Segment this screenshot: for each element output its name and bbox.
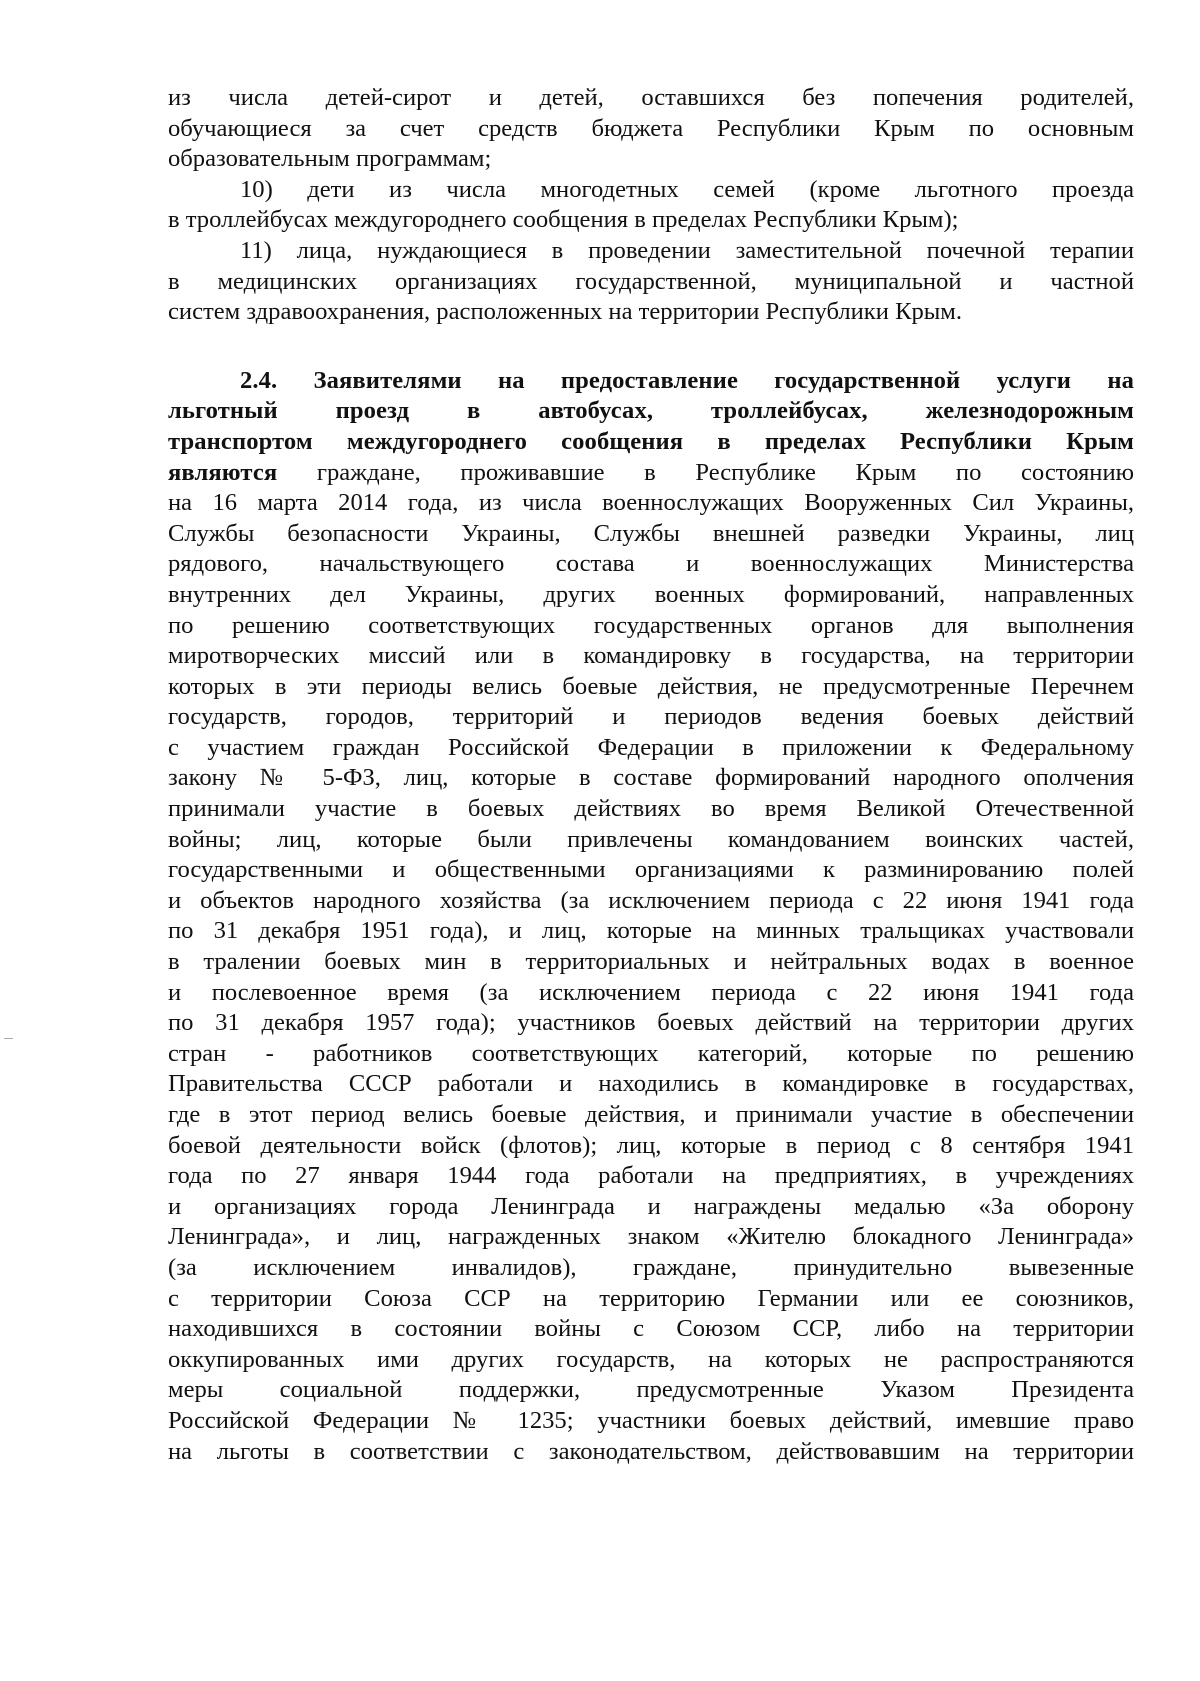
text-line: 11) лица, нуждающиеся в проведении заместительной почечной терапии	[240, 236, 1134, 264]
text-line: в медицинских организациях государственной, муниципальной и частной	[168, 267, 1134, 295]
text-line: 10) дети из числа многодетных семей (кроме льготного проезда	[240, 175, 1134, 203]
text-line: по решению соответствующих государственных органов для выполнения	[168, 611, 1134, 639]
paragraph-spacer	[168, 328, 1134, 366]
text-line: войны; лиц, которые были привлечены командованием воинских частей,	[168, 825, 1134, 853]
text-line: рядового, начальствующего состава и военнослужащих Министерства	[168, 550, 1134, 578]
text-line: по 31 декабря 1951 года), и лиц, которые на минных тральщиках участвовали	[168, 917, 1134, 945]
list-item-11	[168, 236, 1134, 328]
text-line: обучающиеся за счет средств бюджета Республики Крым по основным	[168, 114, 1134, 142]
text-line: оккупированных ими других государств, на которых не распространяются	[168, 1345, 1134, 1373]
text-line: Российской Федерации № 1235; участники боевых действий, имевшие право	[168, 1406, 1134, 1434]
text-line: и объектов народного хозяйства (за исключением периода с 22 июня 1941 года	[168, 886, 1134, 914]
text-line: находившихся в состоянии войны с Союзом ССР, либо на территории	[168, 1315, 1134, 1343]
text-line: меры социальной поддержки, предусмотренные Указом Президента	[168, 1376, 1134, 1404]
text-line: Службы безопасности Украины, Службы внешней разведки Украины, лиц	[168, 519, 1134, 547]
text-line: из числа детей-сирот и детей, оставшихся без попечения родителей,	[168, 84, 1134, 111]
text-line: государственными и общественными организациями к разминированию полей	[168, 856, 1134, 884]
text-line: (за исключением инвалидов), граждане, принудительно вывезенные	[168, 1253, 1134, 1281]
text-line: принимали участие в боевых действиях во время Великой Отечественной	[168, 795, 1134, 823]
text-line: миротворческих миссий или в командировку в государства, на территории	[168, 642, 1134, 670]
section-heading-line	[168, 396, 1134, 427]
document-page	[168, 83, 1134, 1467]
text-line: закону № 5-ФЗ, лиц, которые в составе формирований народного ополчения	[168, 764, 1134, 792]
text-line: и организациях города Ленинграда и награждены медалью «За оборону	[168, 1192, 1134, 1220]
text-line: Правительства СССР работали и находились в командировке в государствах,	[168, 1070, 1134, 1098]
text-line: государств, городов, территорий и периодов ведения боевых действий	[168, 703, 1134, 731]
text-line: на 16 марта 2014 года, из числа военнослужащих Вооруженных Сил Украины,	[168, 489, 1134, 517]
section-heading-line	[168, 366, 1134, 397]
text-line: в тралении боевых мин в территориальных и нейтральных водах в военное	[168, 948, 1134, 976]
text-line: и послевоенное время (за исключением периода с 22 июня 1941 года	[168, 978, 1134, 1006]
text-line: стран - работников соответствующих категорий, которые по решению	[168, 1039, 1134, 1067]
text-line: боевой деятельности войск (флотов); лиц, которые в период с 8 сентября 1941	[168, 1131, 1134, 1159]
text-line: внутренних дел Украины, других военных формирований, направленных	[168, 580, 1134, 608]
bold-text: являются	[168, 458, 278, 486]
section-2-4	[168, 366, 1134, 1467]
regular-text: граждане, проживавшие в Республике Крым по состоянию	[277, 458, 1134, 486]
text-line: с участием граждан Российской Федерации в приложении к Федеральному	[168, 733, 1134, 761]
bold-text: льготный проезд в автобусах, троллейбусах, железнодорожным	[168, 397, 1134, 425]
text-line: образовательным программам;	[168, 145, 492, 173]
text-line: которых в эти периоды велись боевые действия, не предусмотренные Перечнем	[168, 672, 1134, 700]
paragraph-orphans-continuation	[168, 83, 1134, 175]
text-line: где в этот период велись боевые действия, и принимали участие в обеспечении	[168, 1101, 1134, 1128]
section-heading-line	[168, 427, 1134, 458]
bold-text: транспортом междугороднего сообщения в пределах Республики Крым	[168, 427, 1134, 455]
text-line: Ленинграда», и лиц, награжденных знаком «Жителю блокадного Ленинграда»	[168, 1223, 1134, 1251]
text-line: по 31 декабря 1957 года); участников боевых действий на территории других	[168, 1009, 1134, 1037]
bold-text: 2.4. Заявителями на предоставление государственной услуги на	[240, 366, 1134, 394]
text-line: в троллейбусах междугороднего сообщения в пределах Республики Крым);	[168, 206, 959, 234]
margin-scan-mark	[4, 1038, 13, 1039]
text-line: с территории Союза ССР на территорию Германии или ее союзников,	[168, 1284, 1134, 1312]
text-line: систем здравоохранения, расположенных на территории Республики Крым.	[168, 298, 963, 326]
text-line	[168, 458, 1134, 489]
text-line: года по 27 января 1944 года работали на предприятиях, в учреждениях	[168, 1162, 1134, 1190]
text-line: на льготы в соответствии с законодательством, действовавшим на территории	[168, 1437, 1134, 1465]
list-item-10	[168, 175, 1134, 236]
